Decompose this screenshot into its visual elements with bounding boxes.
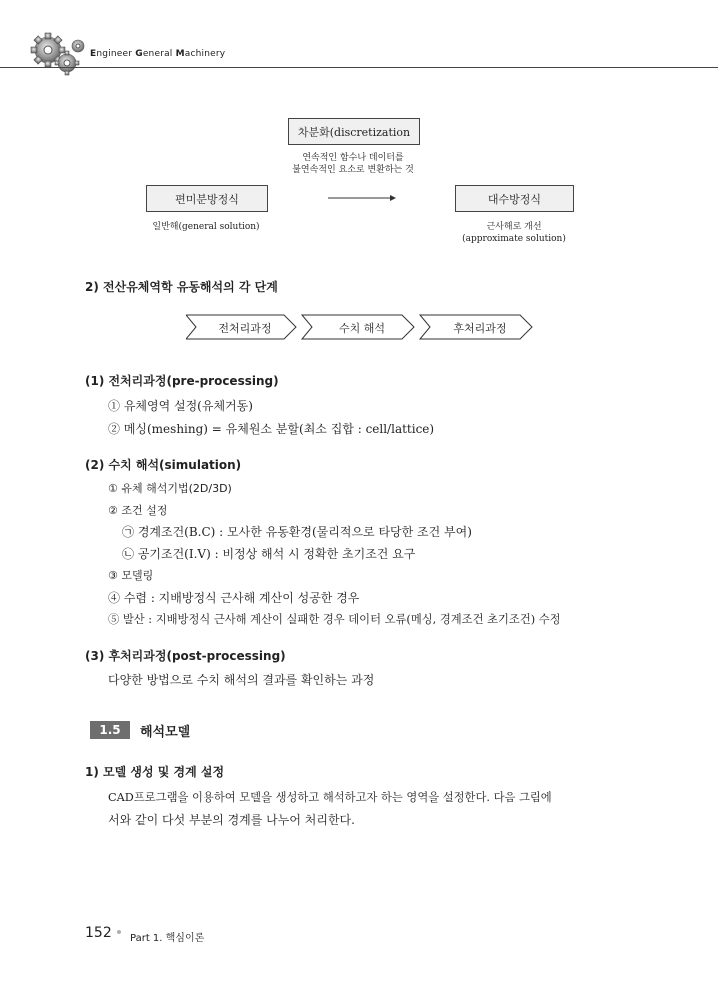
- section-title: 해석모델: [140, 725, 191, 740]
- header-title-rest-2: eneral: [142, 49, 176, 59]
- discretization-caption-line-1: 연속적인 함수나 데이터를: [302, 153, 404, 163]
- approximate-solution-caption: [428, 221, 600, 245]
- algebraic-equation-box: 대수방정식: [455, 185, 574, 212]
- header-title-rest-1: ngineer: [96, 49, 136, 59]
- approximate-solution-caption-line-1: 근사해로 개선: [486, 222, 542, 232]
- simulation-item-2a: ㉠ 경계조건(B.C) : 모사한 유동환경(물리적으로 타당한 조건 부여): [122, 525, 472, 539]
- postprocessing-heading: (3) 후처리과정(post-processing): [85, 649, 286, 663]
- preprocessing-heading: (1) 전처리과정(pre-processing): [85, 374, 279, 388]
- header-rule: [0, 67, 718, 68]
- approximate-solution-caption-line-2: (approximate solution): [462, 234, 566, 244]
- general-solution-caption: 일반해(general solution): [152, 222, 260, 232]
- model-heading: 1) 모델 생성 및 경계 설정: [85, 765, 225, 779]
- gears-logo-icon: [28, 30, 88, 78]
- header-title: [90, 49, 225, 59]
- preprocessing-item-1: ① 유체영역 설정(유체거동): [108, 399, 253, 413]
- right-arrow-icon: [328, 192, 398, 204]
- steps-heading: 2) 전산유체역학 유동해석의 각 단계: [85, 280, 278, 294]
- simulation-item-3: ③ 모델링: [108, 569, 154, 582]
- simulation-item-5: ⑤ 발산 : 지배방정식 근사해 계산이 실패한 경우 데이터 오류(메싱, 경계조건 초기조건) 수정: [108, 613, 561, 626]
- simulation-item-4: ④ 수렴 : 지배방정식 근사해 계산이 성공한 경우: [108, 591, 360, 605]
- chevron-label-postprocessing: 후처리과정: [453, 322, 507, 335]
- chevron-label-simulation: 수치 해석: [338, 322, 385, 335]
- header-title-cap-2: G: [135, 49, 143, 59]
- footer-part-label: Part 1. 핵심이론: [130, 933, 205, 944]
- simulation-item-1: ① 유체 해석기법(2D/3D): [108, 482, 232, 495]
- header-title-cap-3: M: [175, 49, 185, 59]
- header-title-rest-3: achinery: [184, 49, 226, 59]
- process-chevrons: [186, 314, 536, 340]
- discretization-caption: [253, 152, 453, 176]
- simulation-item-2b: ㉡ 공기조건(I.V) : 비정상 해석 시 정확한 초기조건 요구: [122, 547, 416, 561]
- preprocessing-item-2: ② 메싱(meshing) = 유체원소 분할(최소 집합 : cell/lattice): [108, 422, 435, 436]
- simulation-item-2: ② 조건 설정: [108, 504, 168, 517]
- page-number: 152: [85, 925, 112, 941]
- chevron-label-preprocessing: 전처리과정: [218, 322, 272, 335]
- discretization-box: 차분화(discretization: [288, 118, 420, 145]
- pde-box: 편미분방정식: [146, 185, 268, 212]
- model-paragraph-line-2: 서와 같이 다섯 부분의 경계를 나누어 처리한다.: [108, 813, 355, 827]
- section-number-badge: 1.5: [90, 721, 130, 739]
- footer-bullet: [117, 930, 121, 934]
- discretization-caption-line-2: 불연속적인 요소로 변환하는 것: [292, 165, 414, 175]
- postprocessing-description: 다양한 방법으로 수치 해석의 결과를 확인하는 과정: [108, 673, 375, 687]
- header-title-cap-1: E: [90, 49, 97, 59]
- model-paragraph-line-1: CAD프로그램을 이용하여 모델을 생성하고 해석하고자 하는 영역을 설정한다. 다음 그림에: [108, 791, 552, 804]
- simulation-heading: (2) 수치 해석(simulation): [85, 458, 242, 472]
